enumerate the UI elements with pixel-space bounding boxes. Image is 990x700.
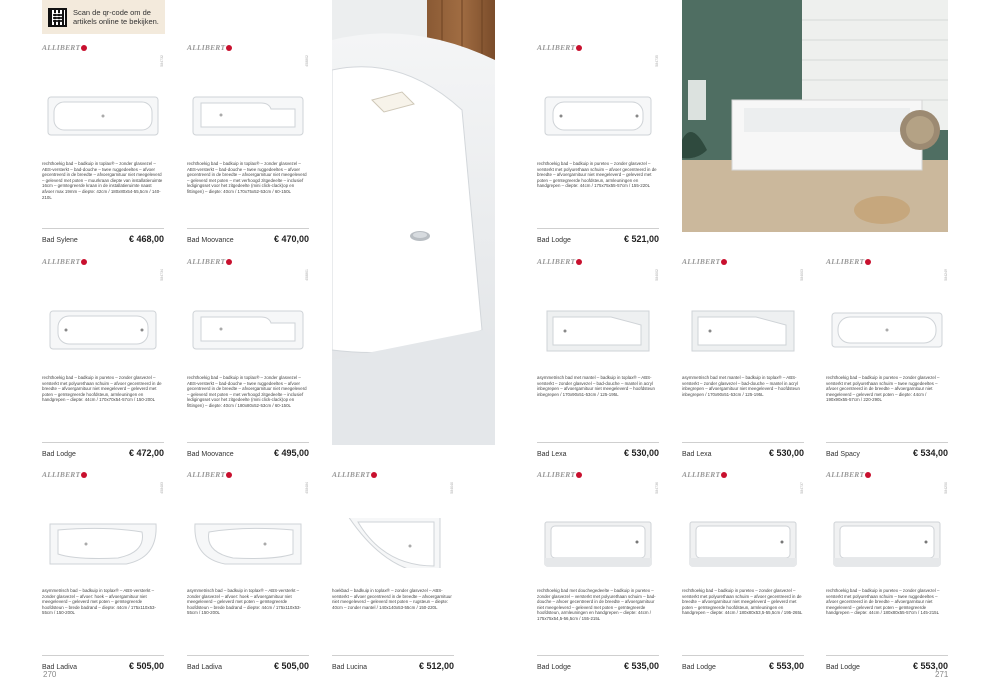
product-name: Bad Ladiva [42,664,78,671]
product-footer [332,655,454,671]
allibert-logo: ALLIBERT [332,470,377,479]
product-code: 584003 [800,269,804,281]
bathtub-image [191,305,305,355]
product-card[interactable] [537,257,659,467]
product-price: € 512,00 [418,661,454,671]
bathtub-image [46,91,160,141]
bathtub-closeup-photo [332,0,495,445]
product-name: Bad Lodge [826,664,860,671]
qr-code-icon[interactable] [48,8,67,27]
product-code: 584734 [160,269,164,281]
allibert-logo: ALLIBERT [826,470,871,479]
bathtub-image [191,91,305,141]
product-card[interactable] [826,257,948,467]
product-code: 458802 [305,55,309,67]
product-description: asymmetrisch bad met mantel – badkuip in toplax® – ABS-versterkt – zonder glasvezel – bad-douche – mantel in acryl inbegrepen – afvoergarnituur niet meegeleverd – hoofdsteun inbegrepen / 170x90x51-53cm / 125-195L [537,375,655,397]
bathtub-image [830,305,944,355]
product-code: 584250 [944,482,948,494]
product-card[interactable] [42,257,164,467]
product-code: 458483 [160,482,164,494]
brand-dot-icon [865,472,871,478]
product-description: asymmetrisch bad met mantel – badkuip in toplax® – ABS-versterkt – zonder glasvezel – bad-douche – mantel in acryl inbegrepen – afvoergarnituur niet meegeleverd – hoofdsteun inbegrepen / 170x90x51-53cm / 125-195L [682,375,800,397]
qr-banner-left [42,0,165,34]
product-price: € 495,00 [273,448,309,458]
product-price: € 535,00 [623,661,659,671]
product-footer [42,228,164,244]
brand-dot-icon [81,45,87,51]
product-footer [187,655,309,671]
product-price: € 553,00 [912,661,948,671]
bathroom-scene-illustration [682,0,948,232]
product-name: Bad Lodge [537,237,571,244]
product-code: 458801 [305,269,309,281]
product-footer [826,442,948,458]
brand-dot-icon [81,472,87,478]
bathtub-closeup-illustration [332,0,495,445]
allibert-logo: ALLIBERT [42,257,87,266]
brand-dot-icon [226,472,232,478]
product-description: asymmetrisch bad – badkuip in toplax® – ABS-versterkt – zonder glasvezel – afvoer: hoek – afvoergarnituur niet meegeleverd – geleverd met poten – geïntegreerde hoofdsteun – brede badrand – diepte: 44cm / 175x110x53-55cm / 150-200L [187,588,301,616]
brand-dot-icon [721,259,727,265]
product-code: 458484 [305,482,309,494]
product-code: 584735 [655,55,659,67]
product-card[interactable] [187,470,309,680]
product-card[interactable] [42,470,164,680]
allibert-logo: ALLIBERT [537,43,582,52]
product-footer [537,655,659,671]
product-name: Bad Lexa [682,451,712,458]
product-description: rechthoekig bad – badkuip in puretex – zonder glasvezel – versterkt met polyurethaan schuim – twee ruggedeeltes – afvoer gecentreerd in de breedte – afvoergarnituur niet meegeleverd – geleverd met poten – geïntegreerde handgrepen – diepte: 44cm / 180x80x55-57cm / 145-215L [826,588,940,616]
product-card[interactable] [187,43,309,253]
product-footer [682,655,804,671]
brand-dot-icon [576,472,582,478]
bathtub-image [191,518,305,568]
product-price: € 505,00 [273,661,309,671]
allibert-logo: ALLIBERT [537,470,582,479]
product-card[interactable] [187,257,309,467]
product-description: asymmetrisch bad – badkuip in toplax® – ABS-versterkt – zonder glasvezel – afvoer: hoek – afvoergarnituur niet meegeleverd – geleverd met poten – geïntegreerde hoofdsteun – brede badrand – diepte: 44cm / 175x110x53-55cm / 150-200L [42,588,156,616]
bathroom-scene-photo [682,0,948,232]
product-footer [42,655,164,671]
product-name: Bad Spacy [826,451,860,458]
product-code: 584002 [655,269,659,281]
page-number-right: 271 [935,670,949,679]
product-description: hoekbad – badkuip in toplax® – zonder glasvezel – ABS-versterkt – afvoer gecentreerd in de breedte – afvoergarnituur niet meegeleverd – geleverd met poten – rugsteun – diepte: 40cm – zonder mantel / 140x140x53-55cm / 150-220L [332,588,452,610]
bathtub-image [46,518,160,568]
product-footer [42,442,164,458]
product-name: Bad Lodge [682,664,716,671]
product-footer [682,442,804,458]
product-card[interactable] [537,470,659,680]
product-footer [187,442,309,458]
brand-dot-icon [81,259,87,265]
product-price: € 530,00 [768,448,804,458]
product-price: € 505,00 [128,661,164,671]
product-description: rechthoekig bad – badkuip in toplax® – zonder glasvezel – ABS-versterkt – bad-douche – twee ruggedeeltes – afvoer gecentreerd in de breedte – afvoergarnituur niet meegeleverd – geleverd met poten – met verhoogd zitgedeelte – inclusief ledigingsset voor het zitgedeelte (mini click-clack)op en fittingen) – diepte: 40cm / 170x75x52-53cm / 60-150L [187,161,307,194]
allibert-logo: ALLIBERT [537,257,582,266]
product-description: rechthoekig bad – badkuip in toplax® – zonder glasvezel – ABS-versterkt – bad-douche – twee ruggedeeltes – afvoer gecentreerd in de breedte – afvoergarnituur niet meegeleverd – geleverd met poten – met verhoogd zitgedeelte – inclusief ledigingsset voor het zitgedeelte (mini click-clack)op en fittingen) – diepte: 40cm / 180x80x52-53cm / 60-150L [187,375,307,408]
product-footer [187,228,309,244]
product-name: Bad Lexa [537,451,567,458]
product-description: rechthoekig bad – badkuip in puretex – zonder glasvezel – versterkt met polyurethaan schuim – afvoer gecentreerd in de breedte – afvoergarnituur niet meegeleverd – geleverd met poten – geïntegreerde hoofdsteun, armleuningen en handgrepen – diepte: 44cm / 180x80x53,5-55,5cm / 195-265L [682,588,803,616]
allibert-logo: ALLIBERT [187,43,232,52]
product-description: rechthoekig bad – badkuip in puretex – zonder glasvezel – versterkt met polyurethaan schuim – twee ruggedeeltes – afvoer gecentreerd in de breedte – afvoergarnituur niet meegeleverd – geleverd met poten – diepte: 44cm / 190x90x55-57cm / 220-290L [826,375,940,403]
product-price: € 530,00 [623,448,659,458]
product-code: 584736 [655,482,659,494]
allibert-logo: ALLIBERT [187,470,232,479]
product-price: € 468,00 [128,234,164,244]
product-footer [537,228,659,244]
brand-dot-icon [721,472,727,478]
product-code: 584737 [800,482,804,494]
brand-dot-icon [371,472,377,478]
product-name: Bad Sylene [42,237,78,244]
product-price: € 472,00 [128,448,164,458]
bathtub-image [46,305,160,355]
bathtub-image [541,305,655,355]
bathtub-image [830,518,944,568]
product-card[interactable] [332,470,454,680]
product-price: € 553,00 [768,661,804,671]
brand-dot-icon [576,45,582,51]
product-price: € 534,00 [912,448,948,458]
product-name: Bad Moovance [187,237,234,244]
allibert-logo: ALLIBERT [826,257,871,266]
product-description: rechthoekig bad met douchegedeelte – badkuip in puretex – zonder glasvezel – versterkt met polyurethaan schuim – bad-douche – afvoer gecentreerd in de breedte – afvoergarnituur niet meegeleverd – geleverd met poten – geïntegreerde hoofdsteun, armleuningen en handgrepen – diepte: 44cm / 175x75x54,5-56,5cm / 155-215L [537,588,656,621]
product-name: Bad Lodge [537,664,571,671]
product-code: 584732 [160,55,164,67]
product-footer [826,655,948,671]
bathtub-image [541,518,655,568]
brand-dot-icon [576,259,582,265]
product-description: rechthoekig bad – badkuip in puretex – zonder glasvezel – versterkt met polyurethaan schuim – afvoer gecentreerd in de breedte – afvoergarnituur niet meegeleverd – geleverd met poten – geïntegreerde hoofdsteun, armleuningen en handgrepen – diepte: 44cm / 175x75x55-57cm / 155-220L [537,161,657,189]
product-code: 584040 [450,482,454,494]
allibert-logo: ALLIBERT [42,43,87,52]
product-name: Bad Lucina [332,664,368,671]
bathtub-image [336,518,450,568]
brand-dot-icon [226,259,232,265]
product-footer [537,442,659,458]
product-code: 584249 [944,269,948,281]
product-description: rechthoekig bad – badkuip in puretex – zonder glasvezel – versterkt met polyurethaan schuim – afvoer gecentreerd in de breedte – afvoergarnituur niet meegeleverd – geleverd met poten – geïntegreerde hoofdsteun, armleuningen en handgrepen – diepte: 44cm / 170x70x54-57cm / 150-200L [42,375,162,403]
product-price: € 521,00 [623,234,659,244]
product-card[interactable] [682,470,804,680]
allibert-logo: ALLIBERT [682,257,727,266]
product-price: € 470,00 [273,234,309,244]
allibert-logo: ALLIBERT [682,470,727,479]
qr-instruction: Scan de qr-code om de artikels online te bekijken. [73,8,159,26]
product-description: rechthoekig bad – badkuip in toplax® – zonder glasvezel – ABS-versterkt – bad-douche – twee ruggedeeltes – afvoer gecentreerd in de breedte – afvoergarnituur niet meegeleverd – geleverd met poten – muurkraan diepte van installatieruimte 16cm – geïntegreerde kraan in de installatieruimte naast afvoer max 19mm – diepte: 42cm / 180x80x54-55,5cm / 140-210L [42,161,163,200]
page-number-left: 270 [43,670,57,679]
product-card[interactable] [682,257,804,467]
brand-dot-icon [226,45,232,51]
product-card[interactable] [826,470,948,680]
product-name: Bad Lodge [42,451,76,458]
product-name: Bad Ladiva [187,664,223,671]
product-name: Bad Moovance [187,451,234,458]
bathtub-image [541,91,655,141]
allibert-logo: ALLIBERT [187,257,232,266]
product-card[interactable] [537,43,659,253]
bathtub-image [686,305,800,355]
allibert-logo: ALLIBERT [42,470,87,479]
brand-dot-icon [865,259,871,265]
product-card[interactable] [42,43,164,253]
bathtub-image [686,518,800,568]
